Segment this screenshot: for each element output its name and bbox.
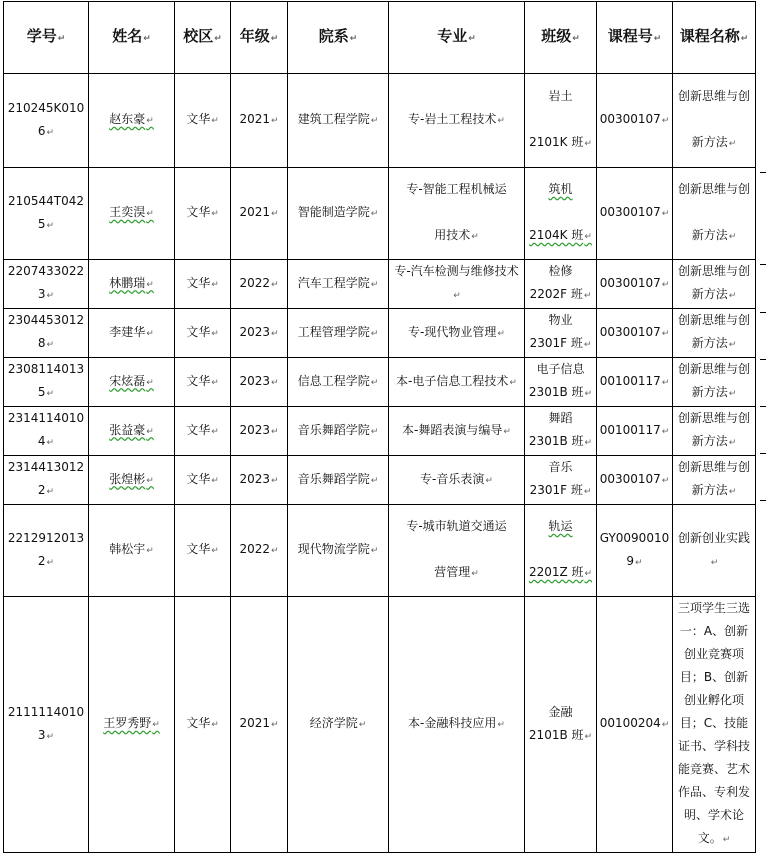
- student-name-cell: 王奕淏 ↵: [89, 168, 175, 260]
- grade-cell: 2021 ↵: [231, 597, 288, 853]
- header-student-id: 学号 ↵: [4, 2, 89, 74]
- course-number-cell: 00300107 ↵: [597, 74, 673, 168]
- course-name-cell: 创新思维与创新方法 ↵: [673, 456, 756, 505]
- major-cell: 专-岩土工程技术 ↵: [389, 74, 525, 168]
- class-cell: 电子信息 2301B 班 ↵: [525, 358, 597, 407]
- table-row: [4, 309, 756, 358]
- course-number-cell: 00100117 ↵: [597, 358, 673, 407]
- major-cell: 本-金融科技应用 ↵: [389, 597, 525, 853]
- header-name: 姓名 ↵: [89, 2, 175, 74]
- course-name-cell: 创新思维与创新方法 ↵: [673, 358, 756, 407]
- class-cell: 物业 2301F 班 ↵: [525, 309, 597, 358]
- header-major: 专业 ↵: [389, 2, 525, 74]
- department-cell: 建筑工程学院 ↵: [288, 74, 389, 168]
- course-number-cell: 00300107 ↵: [597, 260, 673, 309]
- department-cell: 智能制造学院 ↵: [288, 168, 389, 260]
- student-name-cell: 王罗秀野 ↵: [89, 597, 175, 853]
- course-name-cell: 创新思维与创新方法 ↵: [673, 407, 756, 456]
- edge-tick: [760, 312, 766, 313]
- course-number-cell: 00100204 ↵: [597, 597, 673, 853]
- department-cell: 现代物流学院 ↵: [288, 505, 389, 597]
- table-row: [4, 260, 756, 309]
- course-number-cell: 00300107 ↵: [597, 168, 673, 260]
- campus-cell: 文华 ↵: [175, 407, 231, 456]
- major-cell: 本-电子信息工程技术 ↵: [389, 358, 525, 407]
- student-name-cell: 林鹏瑞 ↵: [89, 260, 175, 309]
- student-name-cell: 宋炫磊 ↵: [89, 358, 175, 407]
- major-cell: 专-音乐表演 ↵: [389, 456, 525, 505]
- campus-cell: 文华 ↵: [175, 358, 231, 407]
- table-row: [4, 168, 756, 260]
- student-id-cell: 210544T0425 ↵: [4, 168, 89, 260]
- edge-tick: [760, 406, 766, 407]
- campus-cell: 文华 ↵: [175, 597, 231, 853]
- table-row: [4, 505, 756, 597]
- major-cell: 专-智能工程机械运 用技术 ↵: [389, 168, 525, 260]
- course-name-cell: 三项学生三选一：A、创新创业竞赛项目；B、创新创业孵化项目；C、技能证书、学科技能竞赛、艺术作品、专利发明、学术论文。 ↵: [673, 597, 756, 853]
- student-id-cell: 23144130122 ↵: [4, 456, 89, 505]
- course-name-cell: 创新思维与创新方法 ↵: [673, 309, 756, 358]
- campus-cell: 文华 ↵: [175, 456, 231, 505]
- class-cell: 音乐 2301F 班 ↵: [525, 456, 597, 505]
- department-cell: 汽车工程学院 ↵: [288, 260, 389, 309]
- student-name-cell: 张煌彬 ↵: [89, 456, 175, 505]
- grade-cell: 2022 ↵: [231, 260, 288, 309]
- major-cell: 本-舞蹈表演与编导 ↵: [389, 407, 525, 456]
- grade-cell: 2023 ↵: [231, 456, 288, 505]
- table-row: [4, 407, 756, 456]
- department-cell: 音乐舞蹈学院 ↵: [288, 456, 389, 505]
- header-course-name: 课程名称 ↵: [673, 2, 756, 74]
- edge-tick: [760, 453, 766, 454]
- course-name-cell: 创新创业实践 ↵: [673, 505, 756, 597]
- class-cell: 筑机 2104K 班 ↵: [525, 168, 597, 260]
- class-cell: 检修 2202F 班 ↵: [525, 260, 597, 309]
- student-id-cell: 23081140135 ↵: [4, 358, 89, 407]
- table-row: [4, 597, 756, 853]
- edge-tick: [760, 172, 766, 173]
- grade-cell: 2021 ↵: [231, 74, 288, 168]
- department-cell: 信息工程学院 ↵: [288, 358, 389, 407]
- student-name-cell: 张益豪 ↵: [89, 407, 175, 456]
- edge-tick: [760, 264, 766, 265]
- campus-cell: 文华 ↵: [175, 168, 231, 260]
- class-cell: 金融 2101B 班 ↵: [525, 597, 597, 853]
- student-id-cell: 22129120132 ↵: [4, 505, 89, 597]
- major-cell: 专-汽车检测与维修技术 ↵: [389, 260, 525, 309]
- edge-tick: [760, 500, 766, 501]
- edge-tick: [760, 359, 766, 360]
- header-course-number: 课程号 ↵: [597, 2, 673, 74]
- campus-cell: 文华 ↵: [175, 74, 231, 168]
- header-department: 院系 ↵: [288, 2, 389, 74]
- header-grade: 年级 ↵: [231, 2, 288, 74]
- campus-cell: 文华 ↵: [175, 505, 231, 597]
- course-number-cell: 00300107 ↵: [597, 456, 673, 505]
- header-row: [4, 2, 756, 74]
- department-cell: 工程管理学院 ↵: [288, 309, 389, 358]
- course-number-cell: GY0090010 9 ↵: [597, 505, 673, 597]
- student-id-cell: 210245K010 6 ↵: [4, 74, 89, 168]
- student-id-cell: 21111140103 ↵: [4, 597, 89, 853]
- student-name-cell: 韩松宇 ↵: [89, 505, 175, 597]
- grade-cell: 2023 ↵: [231, 309, 288, 358]
- student-id-cell: 23044530128 ↵: [4, 309, 89, 358]
- student-id-cell: 22074330223 ↵: [4, 260, 89, 309]
- grade-cell: 2021 ↵: [231, 168, 288, 260]
- grade-cell: 2023 ↵: [231, 358, 288, 407]
- class-cell: 轨运 2201Z 班 ↵: [525, 505, 597, 597]
- course-name-cell: 创新思维与创新方法 ↵: [673, 260, 756, 309]
- table-row: [4, 358, 756, 407]
- student-id-cell: 23141140104 ↵: [4, 407, 89, 456]
- table-row: [4, 74, 756, 168]
- department-cell: 音乐舞蹈学院 ↵: [288, 407, 389, 456]
- course-number-cell: 00300107 ↵: [597, 309, 673, 358]
- student-name-cell: 赵东豪 ↵: [89, 74, 175, 168]
- course-number-cell: 00100117 ↵: [597, 407, 673, 456]
- grade-cell: 2023 ↵: [231, 407, 288, 456]
- major-cell: 专-现代物业管理 ↵: [389, 309, 525, 358]
- course-name-cell: 创新思维与创 新方法 ↵: [673, 168, 756, 260]
- class-cell: 舞蹈 2301B 班 ↵: [525, 407, 597, 456]
- campus-cell: 文华 ↵: [175, 260, 231, 309]
- table-row: [4, 456, 756, 505]
- header-class: 班级 ↵: [525, 2, 597, 74]
- campus-cell: 文华 ↵: [175, 309, 231, 358]
- class-cell: 岩土 2101K 班 ↵: [525, 74, 597, 168]
- department-cell: 经济学院 ↵: [288, 597, 389, 853]
- student-name-cell: 李建华 ↵: [89, 309, 175, 358]
- header-campus: 校区 ↵: [175, 2, 231, 74]
- course-name-cell: 创新思维与创 新方法 ↵: [673, 74, 756, 168]
- grade-cell: 2022 ↵: [231, 505, 288, 597]
- course-registration-table: [3, 1, 756, 853]
- major-cell: 专-城市轨道交通运 营管理 ↵: [389, 505, 525, 597]
